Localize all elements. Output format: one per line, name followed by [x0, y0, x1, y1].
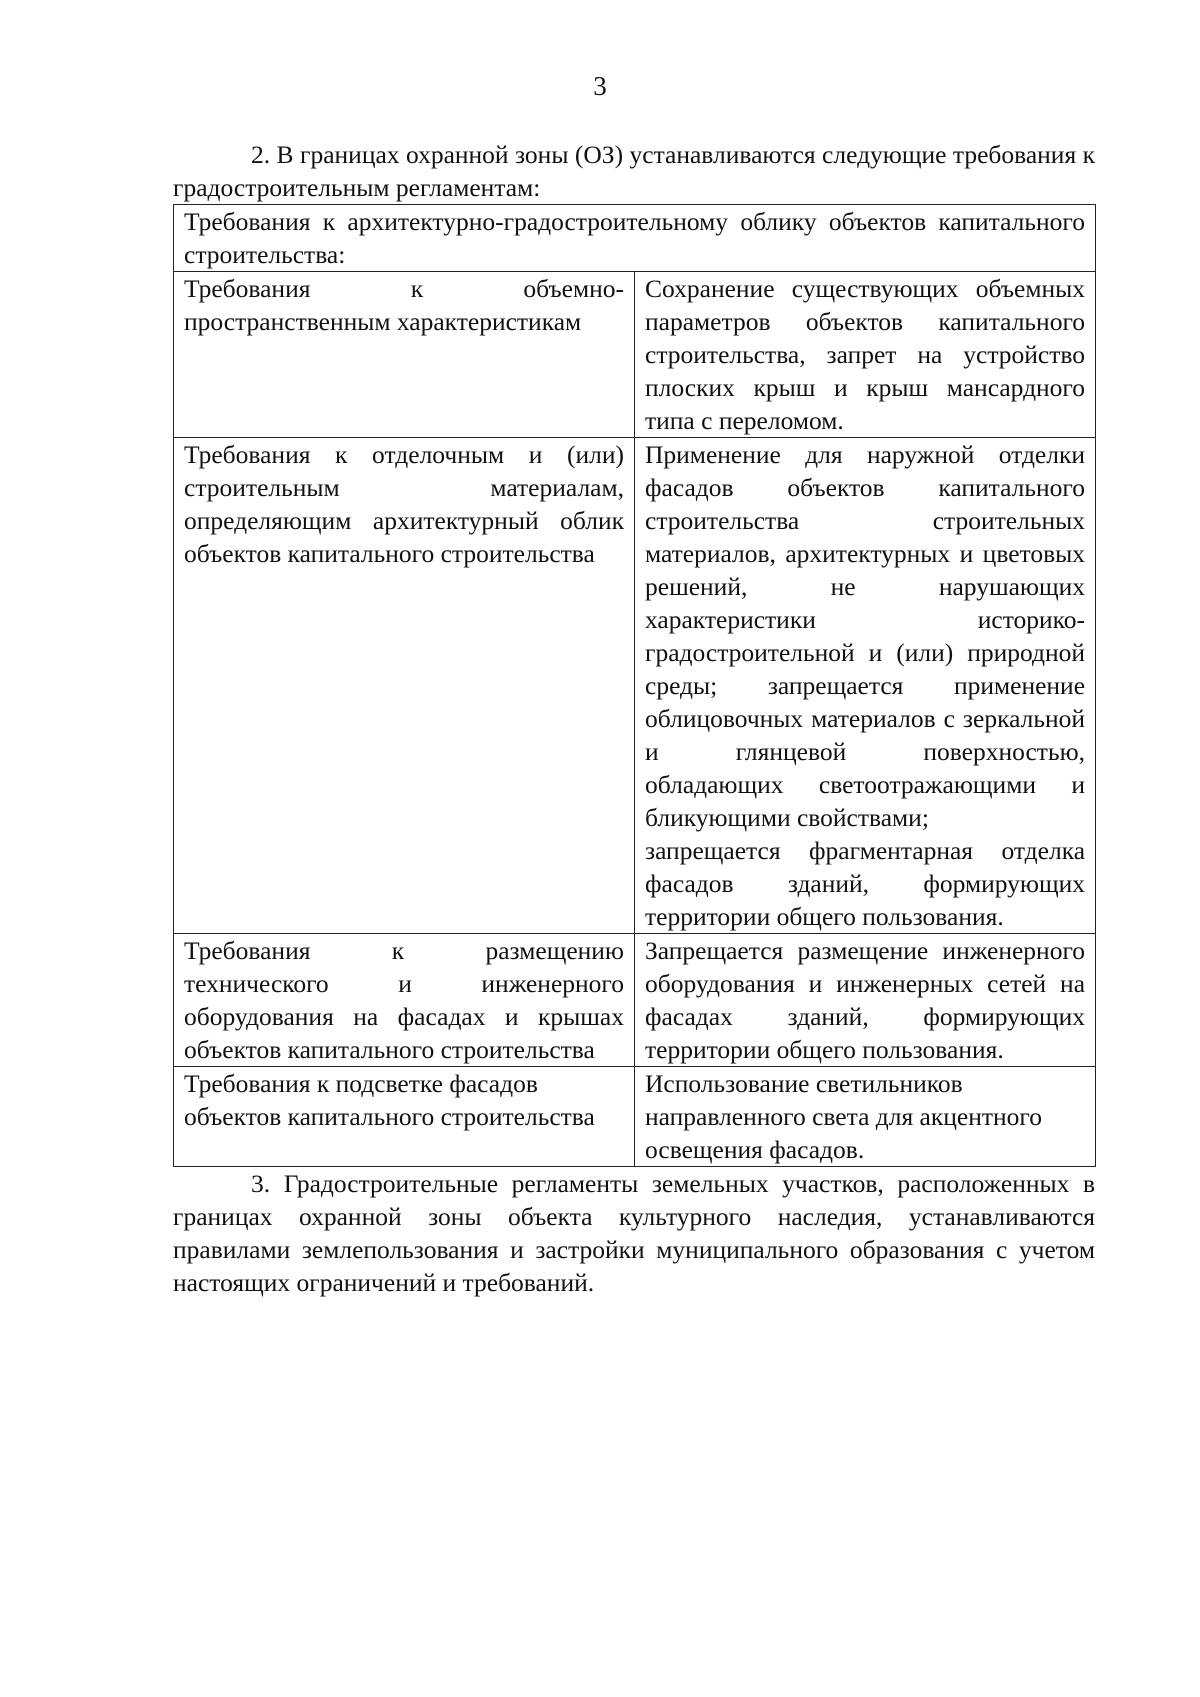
- content-text: Сохранение существующих объемных параметров объектов капитального строительства, запрет на устройство плоских крыш и крыш мансардного типа с переломом.: [645, 274, 1086, 435]
- table-row: [174, 934, 1096, 1067]
- page-number: 3: [593, 71, 607, 101]
- content-text: Применение для наружной отделки фасадов объектов капитального строительства строительных материалов, архитектурных и цветовых решений, не нарушающих характеристики историко-градостроительной и (или) природной среды; запрещается применение облицовочных материалов с зеркальной и глянцевой поверхностью, обладающих светоотражающими и бликующими свойствами;: [645, 440, 1086, 832]
- table-header-row: [174, 205, 1096, 272]
- content-cell: [635, 438, 1096, 934]
- document-body: [173, 138, 1095, 1299]
- content-cell: [635, 272, 1096, 438]
- requirement-cell: Требования к отделочным и (или) строительным материалам, определяющим архитектурный облик объектов капитального строительства: [174, 438, 635, 934]
- requirement-cell: Требования к подсветке фасадов объектов капитального строительства: [174, 1067, 635, 1167]
- table-row: [174, 272, 1096, 438]
- content-text: Использование светильников направленного света для акцентного освещения фасадов.: [645, 1069, 1042, 1164]
- content-cell: [635, 934, 1096, 1067]
- requirements-table: [173, 204, 1096, 1167]
- closing-paragraph: 3. Градостроительные регламенты земельных участков, расположенных в границах охранной зоны объекта культурного наследия, устанавливаются правилами землепользования и застройки муниципального образования с учетом настоящих ограничений и требований.: [173, 1169, 1095, 1297]
- content-text: запрещается фрагментарная отделка фасадов зданий, формирующих территории общего пользования.: [645, 836, 1086, 931]
- requirement-cell: Требования к объемно-пространственным характеристикам: [174, 272, 635, 438]
- requirement-cell: Требования к размещению технического и инженерного оборудования на фасадах и крышах объектов капитального строительства: [174, 934, 635, 1067]
- content-text: Запрещается размещение инженерного оборудования и инженерных сетей на фасадах зданий, формирующих территории общего пользования.: [645, 936, 1086, 1064]
- table-header-cell: Требования к архитектурно-градостроительному облику объектов капитального строительства:: [174, 205, 1096, 272]
- intro-paragraph: 2. В границах охранной зоны (ОЗ) устанавливаются следующие требования к градостроительным регламентам:: [173, 140, 1095, 202]
- table-row: [174, 438, 1096, 934]
- content-cell: [635, 1067, 1096, 1167]
- table-row: [174, 1067, 1096, 1167]
